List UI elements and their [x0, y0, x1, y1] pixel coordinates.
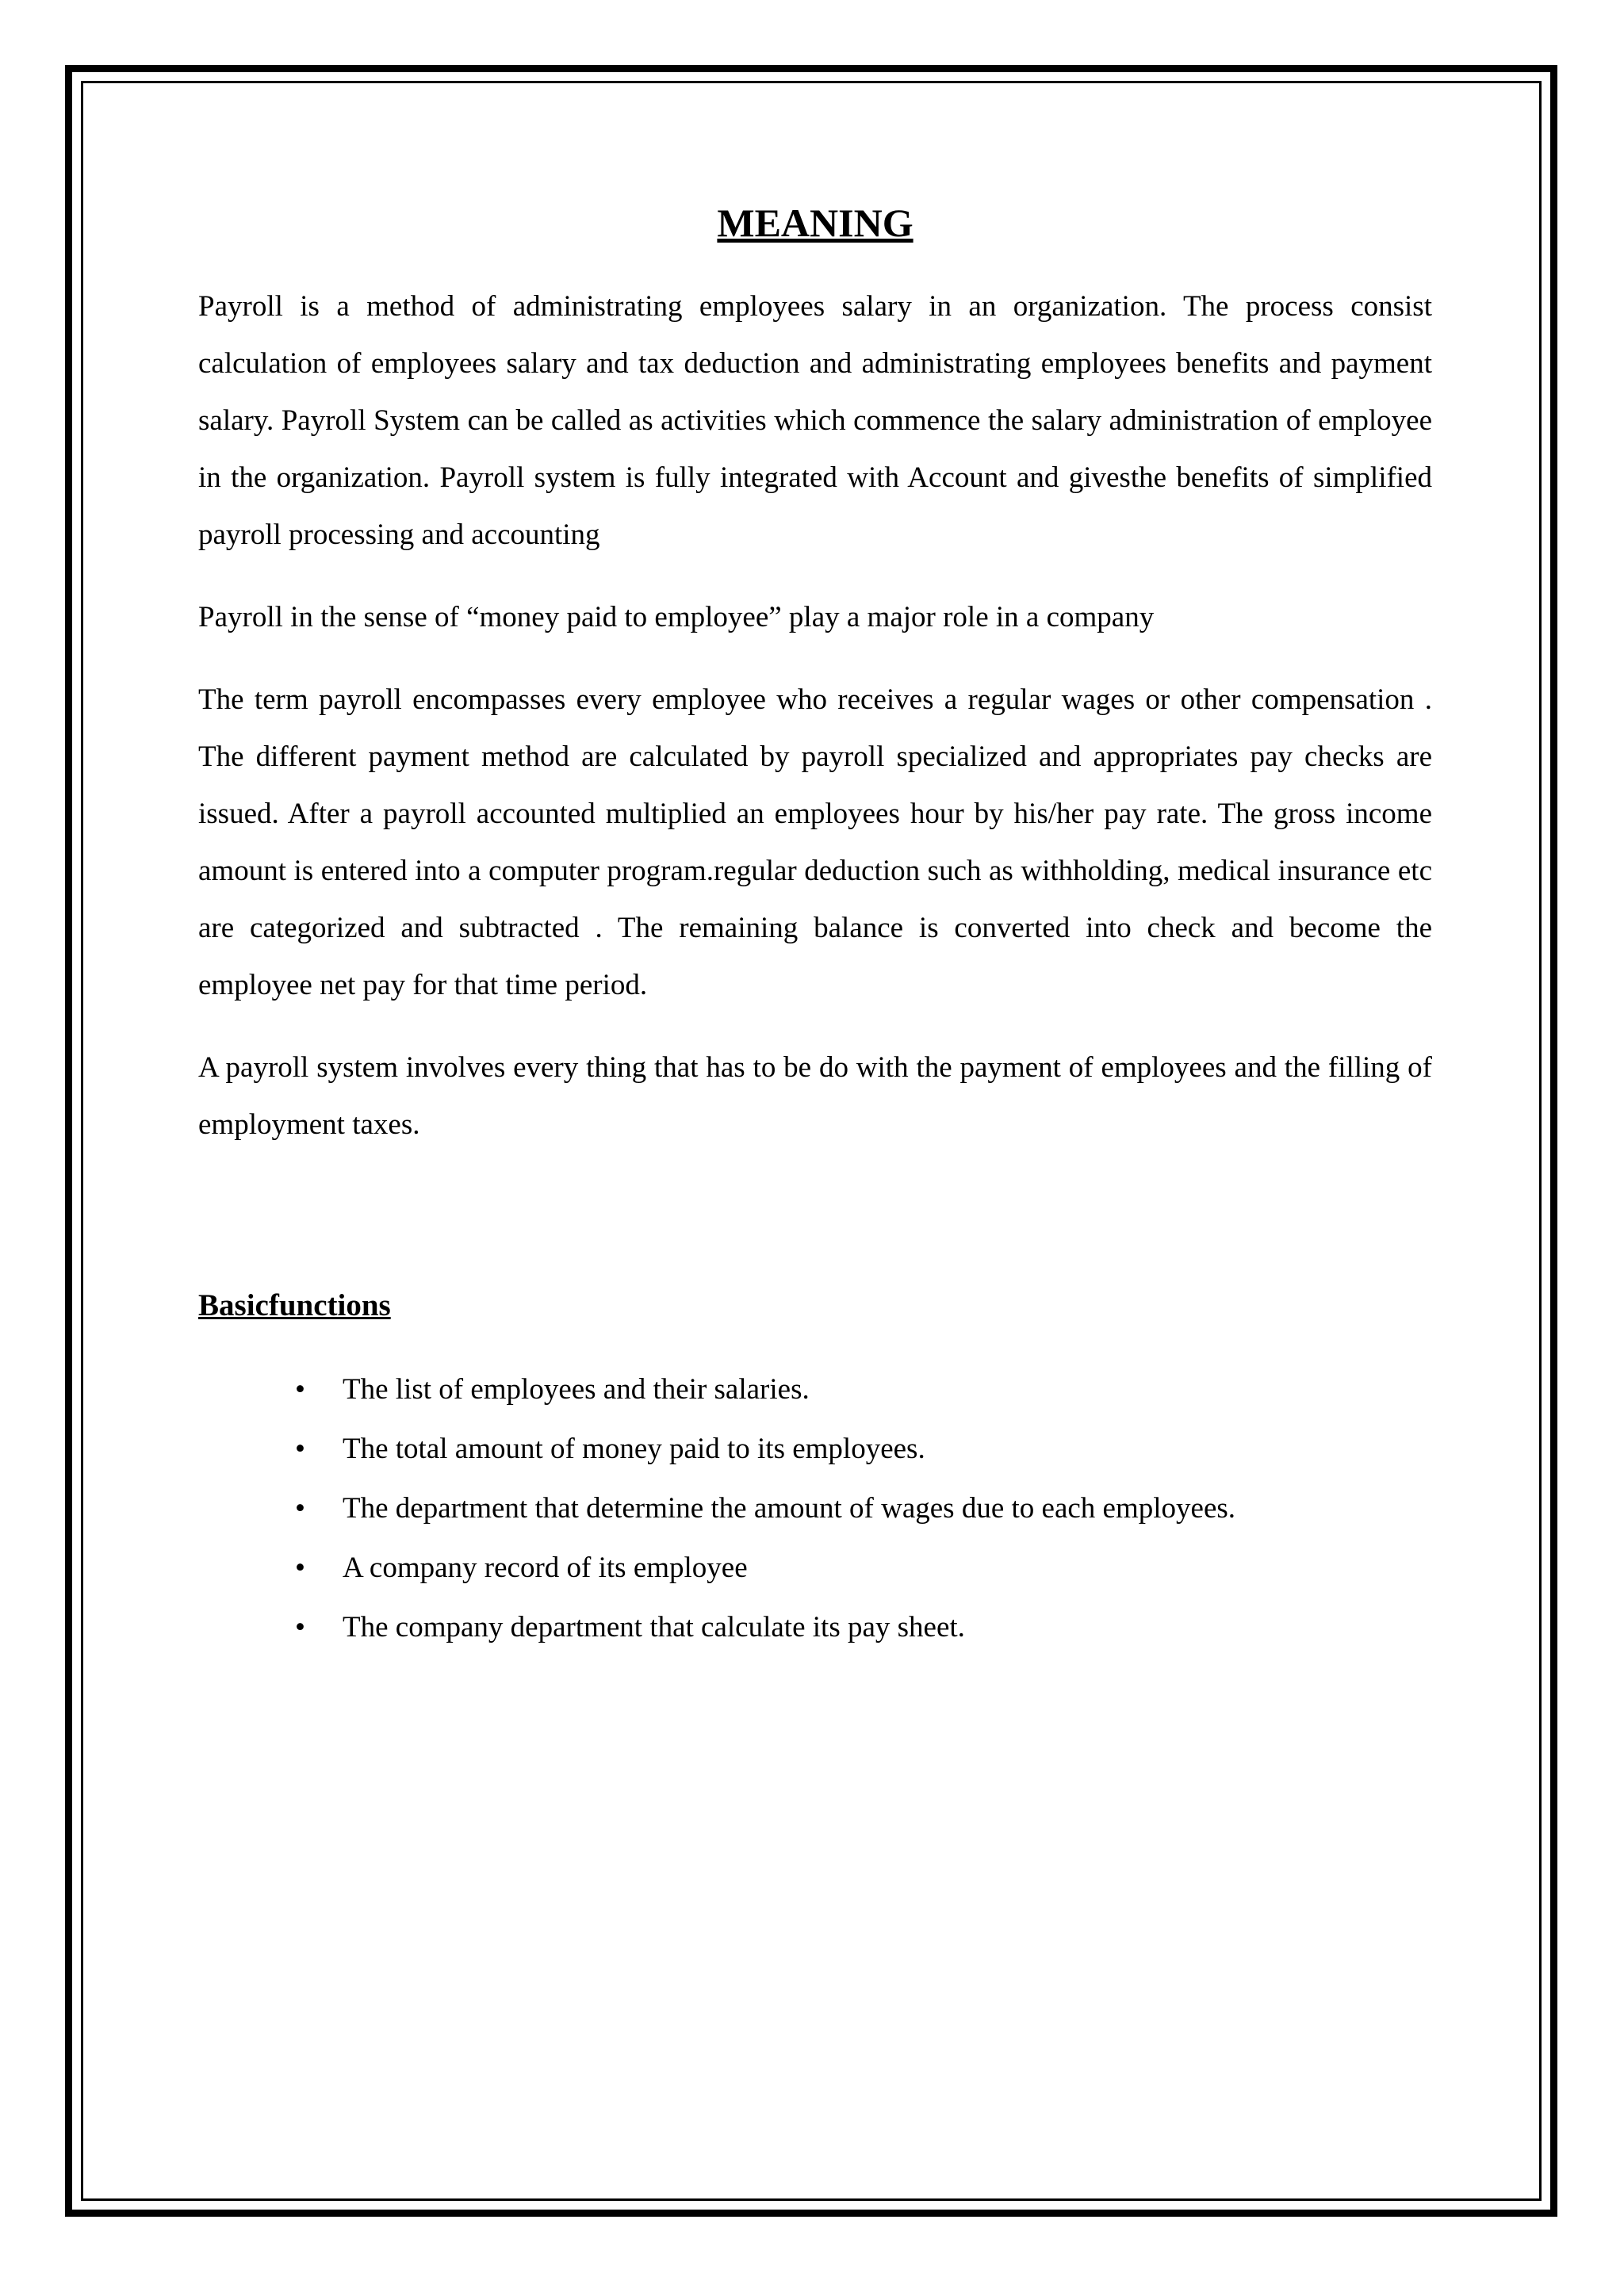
bullet-icon: • — [295, 1492, 305, 1525]
bullet-icon: • — [295, 1373, 305, 1406]
paragraph-term-payroll: The term payroll encompasses every employee who receives a regular wages or other compensation . The different payment method are calculated by payroll specialized and appropriates pay checks are issued. After a payroll accounted multiplied an employees hour by his/her pay rate. The gross income amount is entered into a computer program.regular deduction such as withholding, medical insurance etc are categorized and subtracted . The remaining balance is converted into check and become the employee net pay for that time period. — [198, 683, 1432, 1001]
section-heading-basic-functions: Basicfunctions — [198, 1288, 391, 1322]
paragraph-money-paid: Payroll in the sense of “money paid to employee” play a major role in a company — [198, 601, 1155, 633]
list-item-text: The total amount of money paid to its employees. — [343, 1433, 925, 1465]
list-item — [295, 1598, 1432, 1657]
list-item — [295, 1419, 1432, 1479]
basic-functions-list — [198, 1360, 1432, 1657]
list-item — [295, 1538, 1432, 1598]
bullet-icon: • — [295, 1433, 305, 1465]
list-item-text: The company department that calculate its pay sheet. — [343, 1611, 965, 1644]
page-title: MEANING — [717, 201, 914, 245]
paragraph-payroll-system: A payroll system involves every thing that has to be do with the payment of employees and the filling of employment taxes. — [198, 1051, 1432, 1141]
list-item-text: A company record of its employee — [343, 1552, 748, 1584]
list-item-text: The department that determine the amount of wages due to each employees. — [343, 1492, 1236, 1525]
paragraph-definition: Payroll is a method of administrating employees salary in an organization. The process consist calculation of employees salary and tax deduction and administrating employees benefits and payment salary. Payroll System can be called as activities which commence the salary administration of employee in the organization. Payroll system is fully integrated with Account and givesthe benefits of simplified payroll processing and accounting — [198, 290, 1432, 551]
list-item — [295, 1479, 1432, 1538]
bullet-icon: • — [295, 1611, 305, 1644]
list-item — [295, 1360, 1432, 1419]
list-item-text: The list of employees and their salaries. — [343, 1373, 810, 1406]
document-body — [198, 194, 1432, 1657]
bullet-icon: • — [295, 1552, 305, 1584]
